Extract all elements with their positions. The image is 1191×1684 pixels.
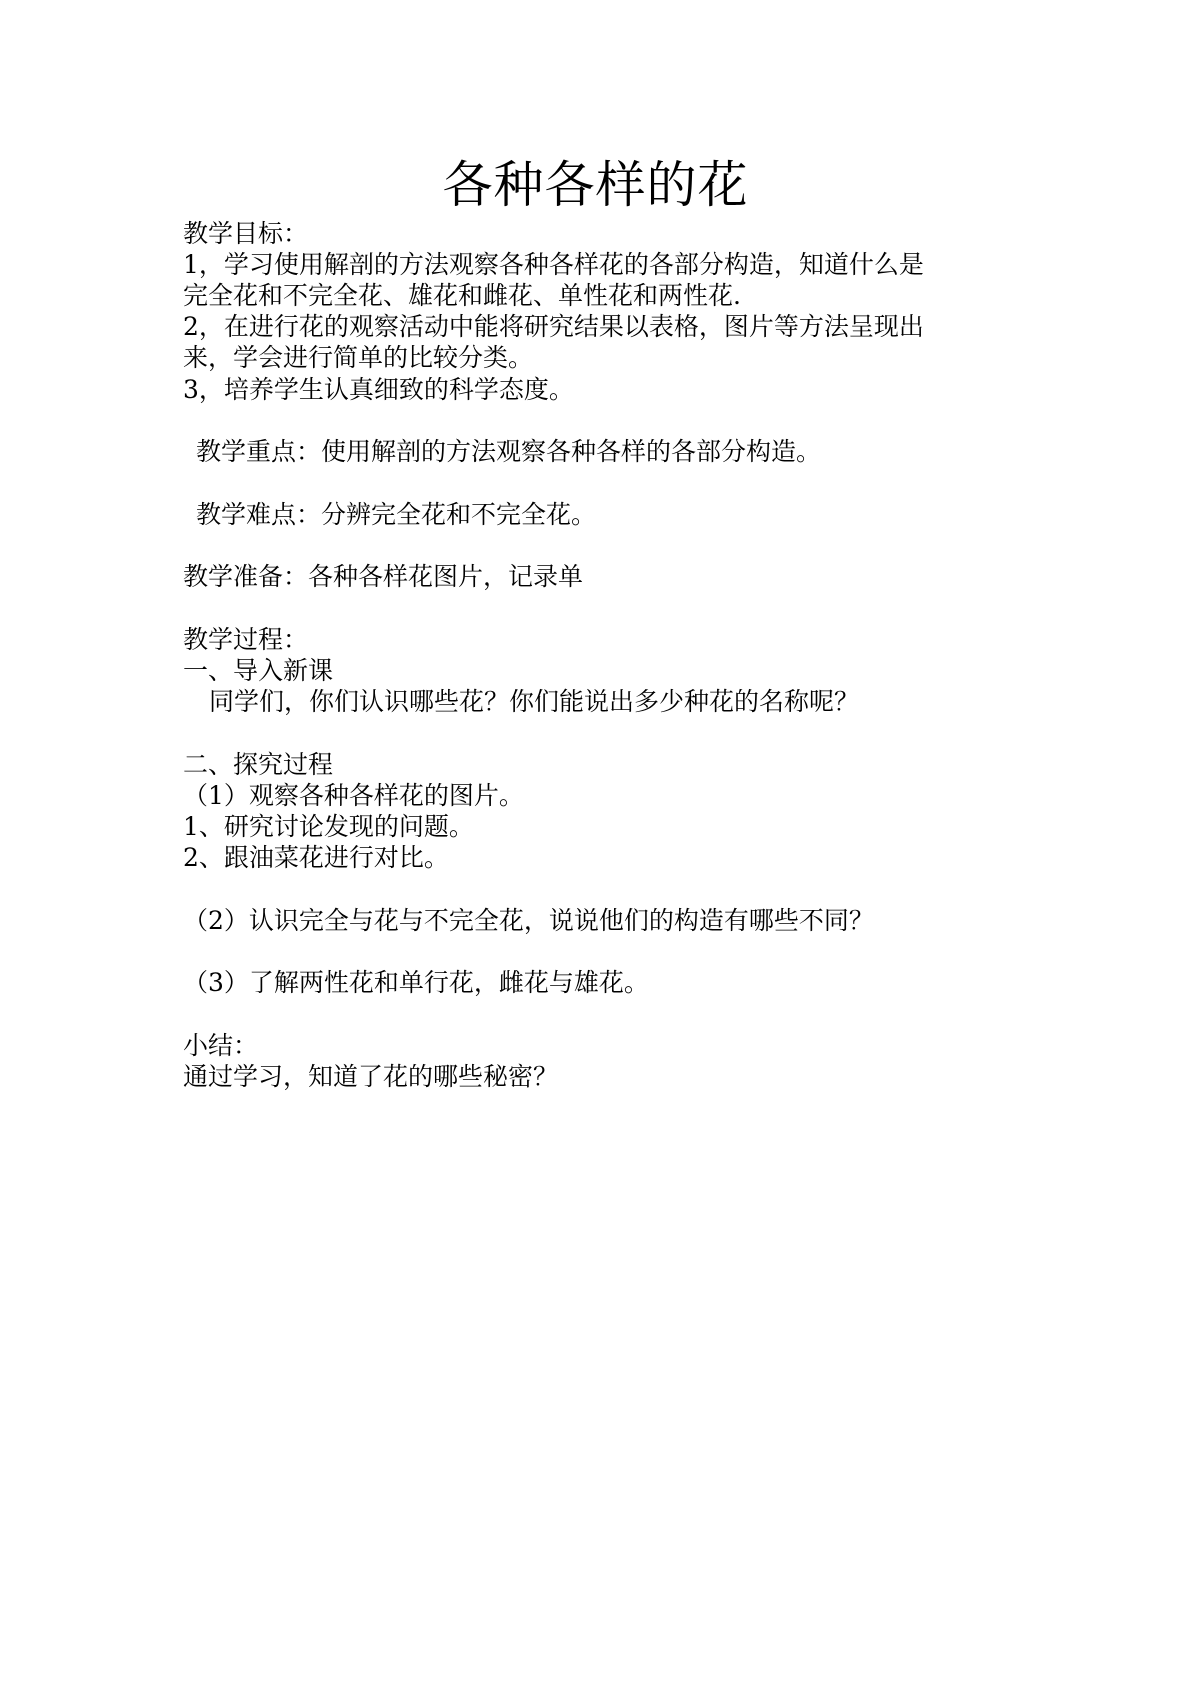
part-2-title: 二、探究过程 xyxy=(183,750,334,779)
summary-text: 通过学习，知道了花的哪些秘密？ xyxy=(183,1062,559,1091)
objectives-heading: 教学目标： xyxy=(183,219,309,248)
page-title: 各种各样的花 xyxy=(442,156,749,214)
step-1: （1）观察各种各样花的图片。 xyxy=(183,781,524,810)
difficulty: 教学难点：分辨完全花和不完全花。 xyxy=(196,500,597,529)
step-1-item-b: 2、跟油菜花进行对比。 xyxy=(183,843,449,872)
preparation: 教学准备：各种各样花图片，记录单 xyxy=(183,562,584,591)
objective-2-line-2: 来，学会进行简单的比较分类。 xyxy=(183,343,534,372)
part-1-title: 一、导入新课 xyxy=(183,656,334,685)
objective-1-line-2: 完全花和不完全花、雄花和雌花、单性花和两性花. xyxy=(183,281,741,310)
objective-1-line-1: 1，学习使用解剖的方法观察各种各样花的各部分构造，知道什么是 xyxy=(183,250,924,279)
key-point: 教学重点：使用解剖的方法观察各种各样的各部分构造。 xyxy=(196,437,822,466)
objective-2-line-1: 2，在进行花的观察活动中能将研究结果以表格，图片等方法呈现出 xyxy=(183,312,924,341)
process-heading: 教学过程： xyxy=(183,625,309,654)
objective-3: 3，培养学生认真细致的科学态度。 xyxy=(183,375,574,404)
summary-heading: 小结： xyxy=(183,1031,259,1060)
step-3: （3）了解两性花和单行花，雌花与雄花。 xyxy=(183,968,649,997)
step-2: （2）认识完全与花与不完全花，说说他们的构造有哪些不同？ xyxy=(183,906,874,935)
step-1-item-a: 1、研究讨论发现的问题。 xyxy=(183,812,474,841)
part-1-text: 同学们，你们认识哪些花？你们能说出多少种花的名称呢？ xyxy=(209,687,860,716)
